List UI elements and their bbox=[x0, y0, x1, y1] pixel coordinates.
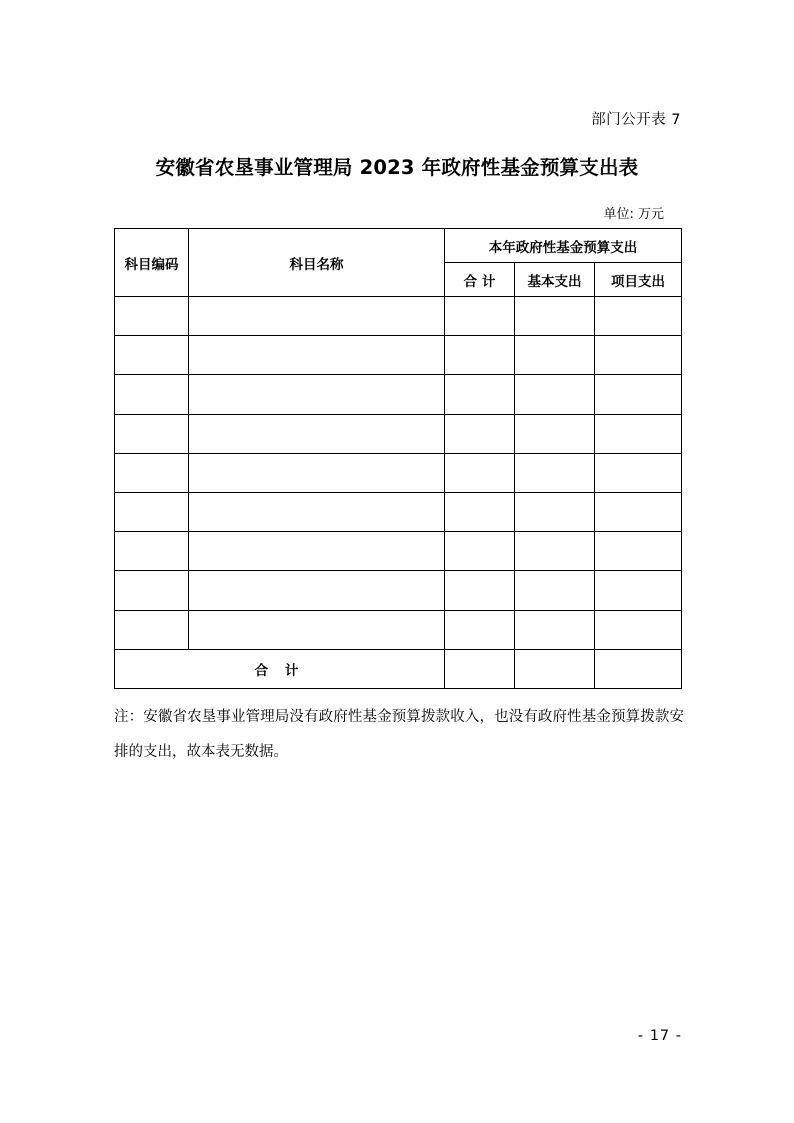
cell-name bbox=[189, 492, 445, 531]
cell-code bbox=[115, 532, 189, 571]
cell-total bbox=[445, 414, 515, 453]
cell-basic bbox=[515, 610, 595, 649]
cell-code bbox=[115, 492, 189, 531]
document-header-label: 部门公开表 7 bbox=[591, 112, 681, 128]
cell-total bbox=[445, 375, 515, 414]
column-header-name: 科目名称 bbox=[189, 229, 445, 297]
column-header-code: 科目编码 bbox=[115, 229, 189, 297]
cell-project bbox=[595, 414, 682, 453]
cell-project bbox=[595, 375, 682, 414]
table-body bbox=[115, 297, 682, 689]
cell-total bbox=[445, 453, 515, 492]
total-row-label: 合 计 bbox=[115, 649, 445, 688]
cell-name bbox=[189, 414, 445, 453]
cell-code bbox=[115, 610, 189, 649]
total-row-basic bbox=[515, 649, 595, 688]
cell-project bbox=[595, 571, 682, 610]
cell-code bbox=[115, 375, 189, 414]
cell-total bbox=[445, 492, 515, 531]
cell-name bbox=[189, 336, 445, 375]
cell-name bbox=[189, 297, 445, 336]
table-row bbox=[115, 336, 682, 375]
table-row bbox=[115, 492, 682, 531]
table-row bbox=[115, 375, 682, 414]
cell-total bbox=[445, 571, 515, 610]
column-header-total: 合 计 bbox=[445, 263, 515, 297]
cell-basic bbox=[515, 297, 595, 336]
cell-project bbox=[595, 336, 682, 375]
cell-total bbox=[445, 297, 515, 336]
table-row bbox=[115, 414, 682, 453]
budget-table-container bbox=[114, 228, 681, 689]
column-header-project: 项目支出 bbox=[595, 263, 682, 297]
cell-name bbox=[189, 610, 445, 649]
cell-basic bbox=[515, 492, 595, 531]
cell-basic bbox=[515, 453, 595, 492]
cell-code bbox=[115, 571, 189, 610]
page-number: - 17 - bbox=[637, 1028, 682, 1044]
cell-name bbox=[189, 453, 445, 492]
cell-project bbox=[595, 532, 682, 571]
table-header bbox=[115, 229, 682, 297]
cell-code bbox=[115, 453, 189, 492]
cell-total bbox=[445, 336, 515, 375]
cell-basic bbox=[515, 336, 595, 375]
cell-name bbox=[189, 375, 445, 414]
cell-project bbox=[595, 610, 682, 649]
cell-code bbox=[115, 414, 189, 453]
table-row bbox=[115, 297, 682, 336]
cell-total bbox=[445, 532, 515, 571]
table-total-row bbox=[115, 649, 682, 688]
column-header-basic: 基本支出 bbox=[515, 263, 595, 297]
page-title: 安徽省农垦事业管理局 2023 年政府性基金预算支出表 bbox=[155, 156, 639, 179]
unit-note: 单位: 万元 bbox=[603, 207, 664, 222]
cell-name bbox=[189, 571, 445, 610]
table-note: 注：安徽省农垦事业管理局没有政府性基金预算拨款收入，也没有政府性基金预算拨款安排的支出，故本表无数据。 bbox=[114, 709, 684, 760]
budget-table bbox=[114, 228, 682, 689]
table-row bbox=[115, 571, 682, 610]
cell-project bbox=[595, 453, 682, 492]
cell-name bbox=[189, 532, 445, 571]
table-row bbox=[115, 610, 682, 649]
table-row bbox=[115, 532, 682, 571]
cell-code bbox=[115, 297, 189, 336]
cell-basic bbox=[515, 532, 595, 571]
total-row-project bbox=[595, 649, 682, 688]
cell-project bbox=[595, 492, 682, 531]
cell-total bbox=[445, 610, 515, 649]
table-row bbox=[115, 453, 682, 492]
column-group-header: 本年政府性基金预算支出 bbox=[445, 229, 682, 263]
cell-basic bbox=[515, 414, 595, 453]
cell-basic bbox=[515, 571, 595, 610]
total-row-total bbox=[445, 649, 515, 688]
cell-basic bbox=[515, 375, 595, 414]
cell-code bbox=[115, 336, 189, 375]
cell-project bbox=[595, 297, 682, 336]
